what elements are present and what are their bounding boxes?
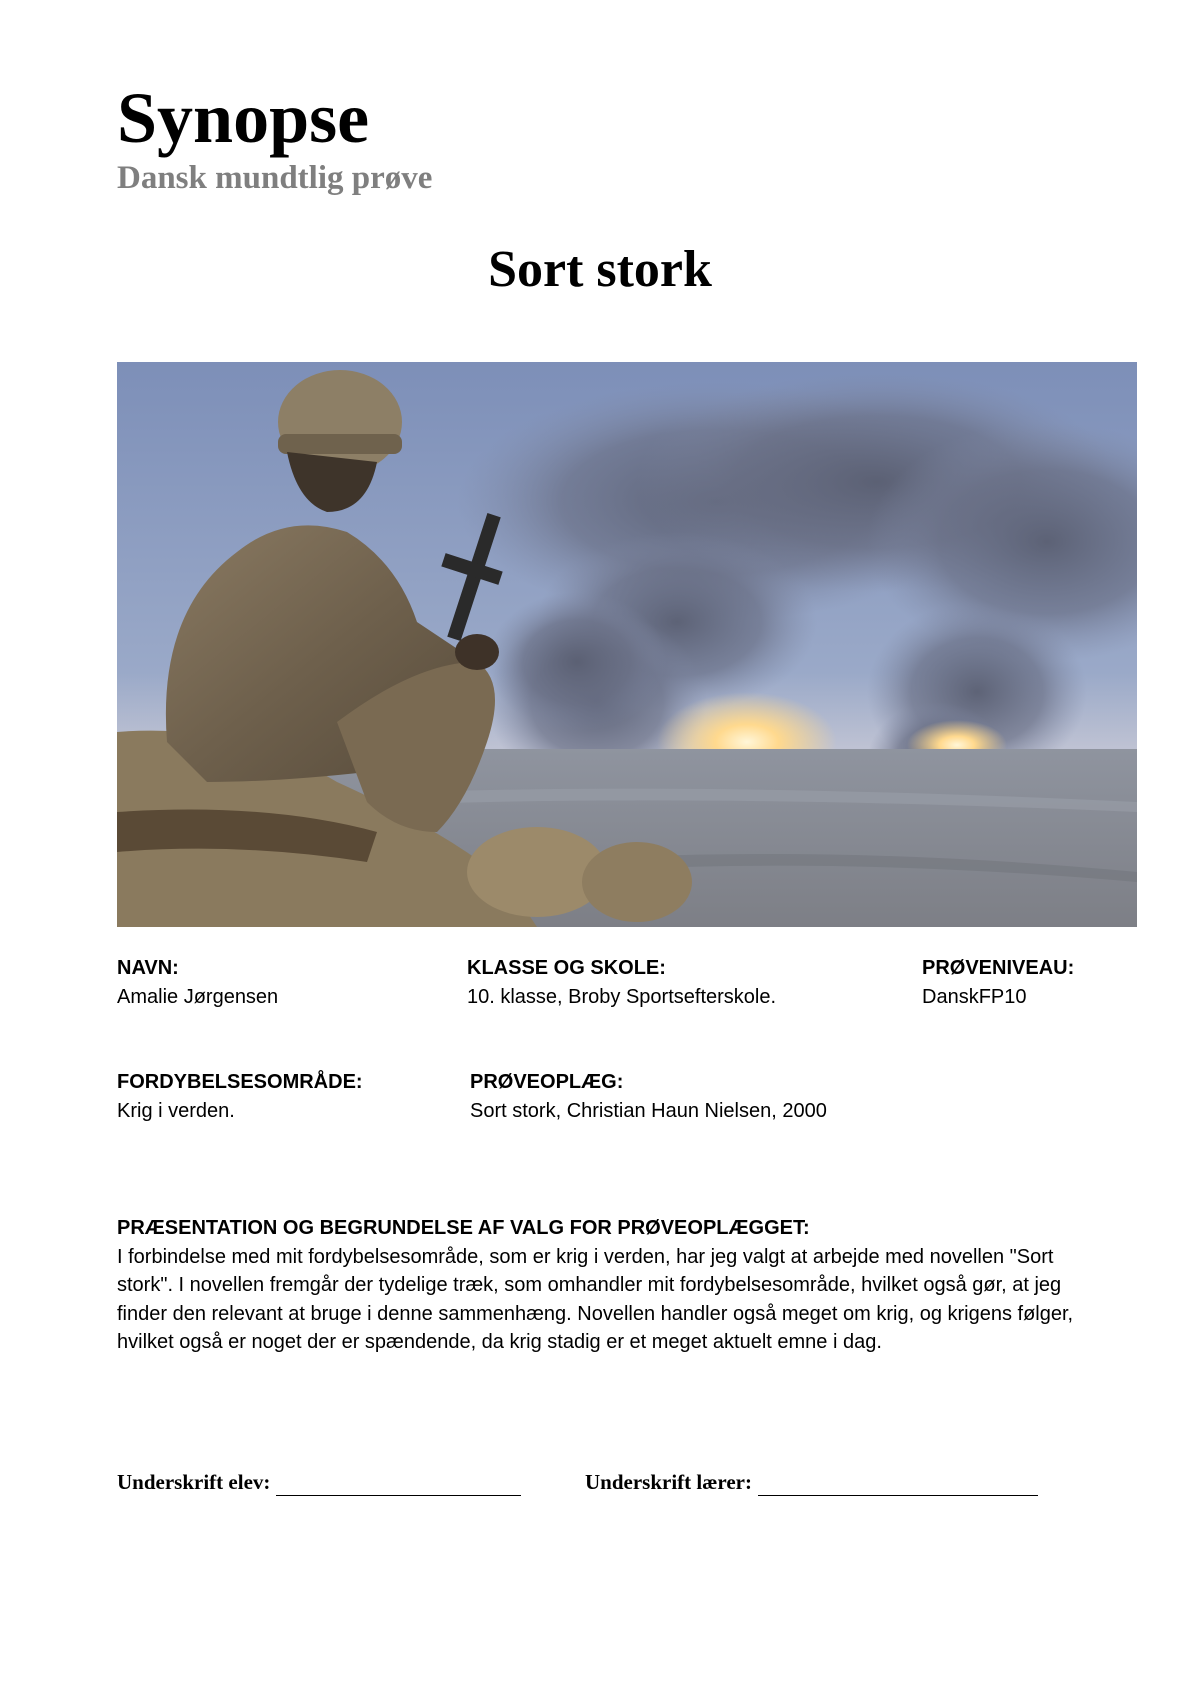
soldier-desert-oil-fires-photo-icon [117,362,1137,927]
navn-value: Amalie Jørgensen [117,986,279,1008]
field-navn [117,954,278,1012]
field-klasse [467,954,776,1012]
signature-student-label: Underskrift elev: [117,1470,271,1494]
presentation-section [117,1214,1102,1357]
navn-label: NAVN: [117,957,179,979]
work-title: Sort stork [488,241,712,298]
klasse-value: 10. klasse, Broby Sportsefterskole. [467,986,777,1008]
signature-teacher [585,1468,1038,1496]
signature-teacher-line [758,1471,1038,1496]
fordybelse-label: FORDYBELSESOMRÅDE: [117,1071,363,1093]
presentation-body: I forbindelse med mit fordybelsesområde, som er krig i verden, har jeg valgt at arbejde med novellen "Sort stork". I novellen fremgår der tydelige træk, som omhandler mit fordybelsesområde, hvilket også gør, at jeg finder den relevant at bruge i denne sammenhæng. Novellen handler også meget om krig, og krigens følger, hvilket også er noget der er spændende, da krig stadig er et meget aktuelt emne i dag. [117,1245,1074,1353]
field-fordybelse [117,1068,363,1126]
page-title: Synopse [117,78,370,158]
cover-image [117,362,1137,927]
signature-student-line [276,1471,521,1496]
signature-student [117,1468,521,1496]
fordybelse-value: Krig i verden. [117,1100,235,1122]
klasse-label: KLASSE OG SKOLE: [467,957,666,979]
niveau-label: PRØVENIVEAU: [922,957,1075,979]
niveau-value: DanskFP10 [922,986,1027,1008]
signature-teacher-label: Underskrift lærer: [585,1470,752,1494]
field-niveau [922,954,1074,1012]
presentation-label: PRÆSENTATION OG BEGRUNDELSE AF VALG FOR PRØVEOPLÆGGET: [117,1217,810,1239]
oplaeg-value: Sort stork, Christian Haun Nielsen, 2000 [470,1100,827,1122]
field-oplaeg [470,1068,827,1126]
page-subtitle: Dansk mundtlig prøve [117,160,433,196]
oplaeg-label: PRØVEOPLÆG: [470,1071,624,1093]
